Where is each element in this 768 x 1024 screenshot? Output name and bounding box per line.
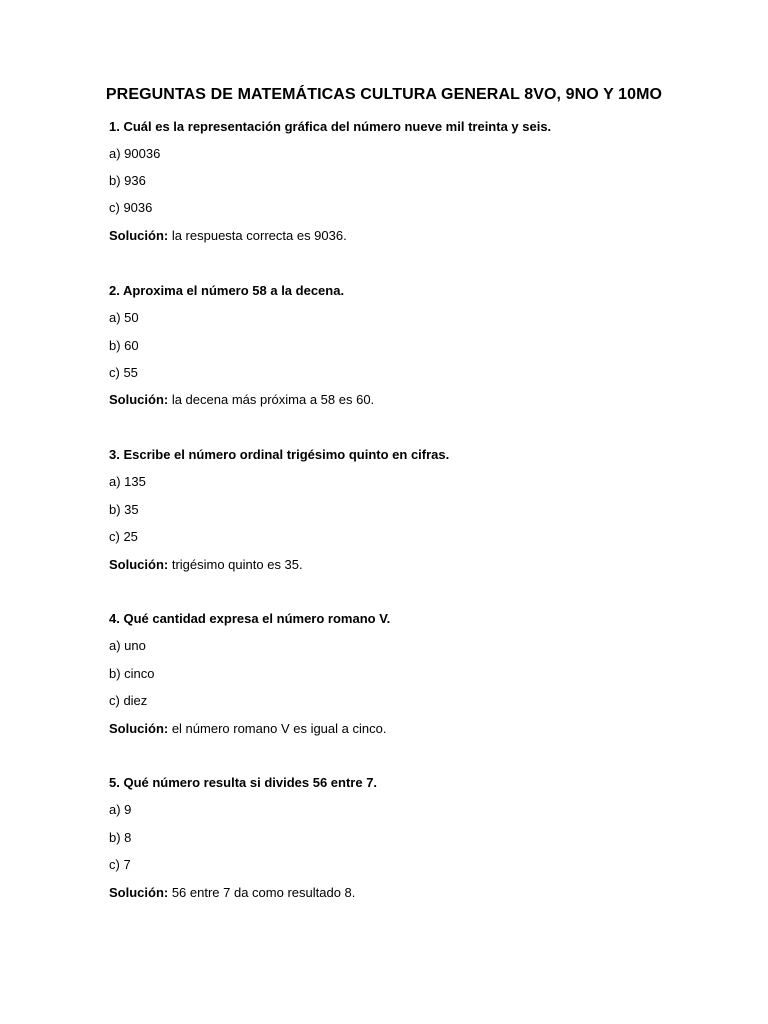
option-c: c) 55 [109,365,138,380]
solution-text: trigésimo quinto es 35. [168,557,303,572]
question-text: 4. Qué cantidad expresa el número romano V. [109,611,391,626]
solution-text: la decena más próxima a 58 es 60. [168,392,375,407]
solution-label: Solución: [109,392,169,407]
option-a: a) 90036 [109,146,161,161]
solution-line [109,391,374,409]
solution-line [109,884,355,902]
solution-text: la respuesta correcta es 9036. [168,228,347,243]
option-b: b) 60 [109,338,139,353]
solution-label: Solución: [109,885,169,900]
option-b: b) 35 [109,502,139,517]
option-b: b) cinco [109,666,155,681]
solution-line [109,227,347,245]
option-a: a) uno [109,638,146,653]
question-text: 2. Aproxima el número 58 a la decena. [109,283,345,298]
option-c: c) diez [109,693,148,708]
solution-label: Solución: [109,557,169,572]
option-a: a) 9 [109,802,132,817]
option-c: c) 7 [109,857,131,872]
option-a: a) 135 [109,474,146,489]
solution-label: Solución: [109,721,169,736]
question-text: 3. Escribe el número ordinal trigésimo quinto en cifras. [109,447,450,462]
page-title: PREGUNTAS DE MATEMÁTICAS CULTURA GENERAL 8VO, 9NO Y 10MO [105,86,663,103]
solution-line [109,556,303,574]
solution-label: Solución: [109,228,169,243]
option-b: b) 936 [109,173,146,188]
question-text: 5. Qué número resulta si divides 56 entre 7. [109,775,378,790]
question-text: 1. Cuál es la representación gráfica del número nueve mil treinta y seis. [109,119,552,134]
option-c: c) 9036 [109,200,153,215]
solution-text: el número romano V es igual a cinco. [168,721,387,736]
solution-line [109,720,386,738]
option-c: c) 25 [109,529,138,544]
option-a: a) 50 [109,310,139,325]
option-b: b) 8 [109,830,132,845]
solution-text: 56 entre 7 da como resultado 8. [168,885,356,900]
